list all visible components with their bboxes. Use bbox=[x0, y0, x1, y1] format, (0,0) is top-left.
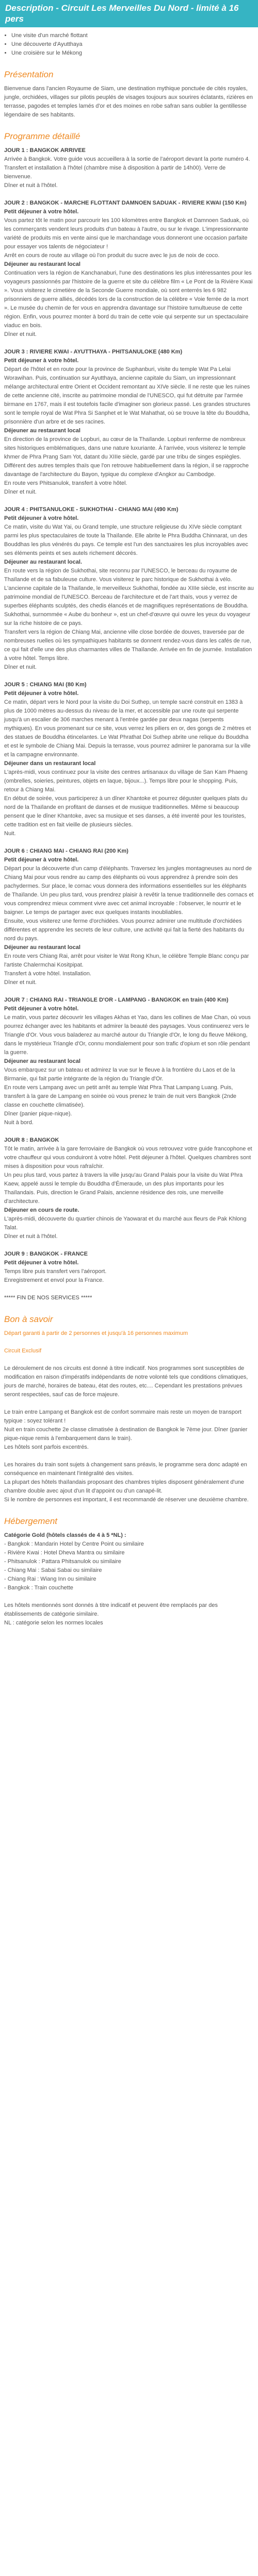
highlight-item: • Une croisière sur le Mékong bbox=[11, 49, 254, 58]
day-paragraph: Transfert à votre hôtel. Installation. bbox=[4, 971, 91, 977]
day-paragraph: Dîner et nuit. bbox=[4, 489, 37, 495]
day-paragraph: Dîner et nuit. bbox=[4, 979, 37, 986]
presentation-heading: Présentation bbox=[4, 70, 54, 79]
meal-line: Petit déjeuner à votre hôtel. bbox=[4, 857, 79, 863]
meal-line: Petit déjeuner à votre hôtel. bbox=[4, 515, 79, 521]
meal-line: Petit déjeuner à votre hôtel. bbox=[4, 209, 79, 215]
day-title: JOUR 7 : CHIANG RAI - TRIANGLE D'OR - LAMPANG - BANGKOK en train (400 Km) bbox=[4, 997, 229, 1003]
day-section bbox=[4, 996, 254, 1127]
day-section bbox=[4, 1250, 254, 1285]
day-paragraph: Départ de l'hôtel et en route pour la province de Suphanburi, visite du temple Wat Pa Lelai Worawihan. Puis, continuation sur Ayutthaya, ancienne capitale du Siam, un impressionnant mélange architectural entre Orient et Occident remontant au XIVe siècle. Il ne reste que les ruines de cette ancienne cité, inscrite au patrimoine mondial de l'UNESCO, qui fut détruite par l'armée birmane en 1767, mais il est toutefois facile d'imaginer son glorieux passé. Les grandes structures sont le temple royal de Wat Phra Si Sanphet et le Wat Mahathat, où se trouve la tête du Bouddha, prisonnière d'un arbre et de ses racines. bbox=[4, 366, 251, 425]
day-section bbox=[4, 1136, 254, 1241]
meal-line: Petit déjeuner à votre hôtel. bbox=[4, 1006, 79, 1012]
day-paragraph: Dîner et nuit. bbox=[4, 664, 37, 670]
day-paragraph: Nuit à bord. bbox=[4, 1120, 34, 1126]
hotel-item: - Rivière Kwai : Hotel Dheva Mantra ou similaire bbox=[4, 1550, 125, 1556]
day-title: JOUR 6 : CHIANG MAI - CHIANG RAI (200 Km) bbox=[4, 848, 128, 854]
presentation-text: Bienvenue dans l'ancien Royaume de Siam, une destination mythique ponctuée de cités royales, jungle, orchidées, villages sur pilotis peuplés de visages toujours aux sourires éclatants, rizières en terrasse, pagodes et temples lamés d'or et des moines en robe safran sans oublier la gentillesse légendaire de ses habitants. bbox=[4, 86, 253, 118]
day-paragraph: Enregistrement et envol pour la France. bbox=[4, 1277, 104, 1283]
hotel-note: NL : catégorie selon les normes locales bbox=[4, 1620, 103, 1626]
day-paragraph: En route vers Lampang avec un petit arrêt au temple Wat Phra That Lampang Luang. Puis, transfert à la gare de Lampang en soirée où vous prenez le train de nuit vers Bangkok (2nde classe en couchette climatisée). bbox=[4, 1084, 237, 1108]
day-paragraph: En route vers Chiang Rai, arrêt pour visiter le Wat Rong Khun, le célèbre Temple Blanc conçu par l'artiste Chalermchai Kositpipat. bbox=[4, 953, 249, 968]
day-title: JOUR 9 : BANGKOK - FRANCE bbox=[4, 1251, 88, 1257]
day-title: JOUR 3 : RIVIERE KWAI - AYUTTHAYA - PHITSANULOKE (480 Km) bbox=[4, 349, 183, 355]
departure-guarantee: Départ garanti à partir de 2 personnes et jusqu'à 16 personnes maximum bbox=[4, 1330, 188, 1336]
meal-line: Déjeuner au restaurant local. bbox=[4, 559, 82, 565]
end-of-services: ***** FIN DE NOS SERVICES ***** bbox=[4, 1295, 92, 1301]
programme-days bbox=[4, 146, 254, 1285]
meal-line: Déjeuner au restaurant local bbox=[4, 944, 80, 951]
bon-a-savoir-text bbox=[4, 1364, 254, 1504]
day-paragraph: Ce matin, départ vers le Nord pour la visite du Doi Suthep, un temple sacré construit en 1383 à plus de 1000 mètres au-dessus du niveau de la mer, et accessible par une route qui serpente jusqu'à un escalier de 306 marches menant à l'entrée gardée par deux nagas (serpents mythiques). En vous promenant sur ce site, vous verrez les piliers en or, des gongs de 2 mètres et des statues de Bouddha étincelantes. Le Wat Phrathat Doi Suthep abrite une relique du Bouddha et est le symbole de Chiang Mai. Depuis la terrasse, vous pourrez admirer le panorama sur la ville et la campagne environnante. bbox=[4, 699, 251, 758]
meal-line: Déjeuner au restaurant local bbox=[4, 261, 80, 267]
hebergement-heading: Hébergement bbox=[4, 1516, 58, 1526]
meal-line: Déjeuner au restaurant local bbox=[4, 1058, 80, 1064]
page-title-banner bbox=[0, 0, 258, 27]
day-paragraph: En début de soirée, vous participerez à un dîner Khantoke et pourrez déguster quelques plats du nord de la Thaïlande en profitant de danses et de musique traditionnelles. Même si beaucoup pensent que le dîner Khantoke, avec sa musique et ses danses, a été inventé pour les touristes, cette tradition est en fait vieille de plusieurs siècles. bbox=[4, 795, 248, 828]
circuit-type: Circuit Exclusif bbox=[4, 1348, 42, 1354]
hotel-item: - Bangkok : Mandarin Hotel by Centre Point ou similaire bbox=[4, 1541, 144, 1547]
day-section bbox=[4, 681, 254, 838]
day-paragraph: Dîner et nuit. bbox=[4, 331, 37, 337]
day-paragraph: Dîner et nuit à l'hôtel. bbox=[4, 1233, 58, 1240]
hotel-item: - Phitsanulok : Pattara Phitsanulok ou similaire bbox=[4, 1558, 121, 1565]
programme-heading: Programme détaillé bbox=[4, 131, 80, 141]
day-paragraph: Un peu plus tard, vous partez à travers la ville jusqu'au Grand Palais pour la visite du Wat Phra Kaew, appelé aussi le temple du Bouddha d'Émeraude, un des plus importants pour les Thaïlandais. Puis, direction le Grand Palais, ancienne résidence des rois, une merveille d'architecture. bbox=[4, 1172, 243, 1205]
day-section bbox=[4, 348, 254, 497]
day-paragraph: Arrêt en cours de route au village où l'on produit du sucre avec le jus de noix de coco. bbox=[4, 252, 220, 259]
hotel-notes bbox=[4, 1601, 254, 1628]
info-paragraph: Les horaires du train sont sujets à changement sans préavis, le programme sera donc adapté en conséquence en maintenant l'intégralité des visites. La plupart des hôtels thaïlandais proposant des chambres triples disposent généralement d'une chambre double avec ajout d'un lit d'appoint ou d'un canapé-lit. Si le nombre de personnes est important, il est recommandé de réserver une deuxième chambre. bbox=[4, 1462, 249, 1503]
hotel-note: Les hôtels mentionnés sont donnés à titre indicatif et peuvent être remplacés par des établissements de catégorie similaire. bbox=[4, 1602, 218, 1617]
day-title: JOUR 5 : CHIANG MAI (80 Km) bbox=[4, 682, 87, 688]
day-paragraph: Vous partez tôt le matin pour parcourir les 100 kilomètres entre Bangkok et Damnoen Saduak, où les commerçants vendent leurs produits d'un bateau à l'autre, ou sur le rivage. L'impressionnante variété de produits mis en vente ainsi que le marchandage vous donneront une occasion parfaite pour essayer vos talents de négociateur ! bbox=[4, 217, 249, 250]
hotel-list bbox=[4, 1540, 254, 1592]
day-title: JOUR 1 : BANGKOK ARRIVEE bbox=[4, 147, 86, 154]
meal-line: Petit déjeuner à votre hôtel. bbox=[4, 690, 79, 697]
day-paragraph: Continuation vers la région de Kanchanaburi, l'une des destinations les plus intéressantes pour les voyageurs passionnés par l'histoire de la guerre et site du célèbre film « Le Pont de la Rivière Kwai ». Vous visiterez le cimetière de la Seconde Guerre mondiale, où sont enterrés les 6 982 prisonniers de guerre alliés, décédés lors de la construction de la célèbre « Voie ferrée de la mort ». Le musée du chemin de fer vous en apprendra davantage sur l'histoire tumultueuse de cette région. Enfin, vous pourrez monter à bord du train de cette voie qui serpente sur un spectaculaire viaduc en bois. bbox=[4, 270, 253, 329]
day-section bbox=[4, 199, 254, 339]
day-paragraph: Temps libre puis transfert vers l'aéroport. bbox=[4, 1268, 107, 1275]
meal-line: Petit déjeuner à votre hôtel. bbox=[4, 358, 79, 364]
highlight-item: • Une découverte d'Ayutthaya bbox=[11, 40, 254, 49]
day-paragraph: Le matin, vous partez découvrir les villages Akhas et Yao, dans les collines de Mae Chan, où vous pourrez échanger avec les habitants et admirer la beauté des paysages. Vous continuerez vers le Triangle d'Or. Vous vous baladerez au marché autour du Triangle d'Or, le long du fleuve Mékong, dans le mystérieux Triangle d'Or, connu mondialement pour son trafic d'opium et son rôle pendant la guerre. bbox=[4, 1014, 251, 1056]
meal-line: Déjeuner au restaurant local bbox=[4, 428, 80, 434]
day-paragraph: En route vers Phitsanulok, transfert à votre hôtel. bbox=[4, 480, 127, 486]
hotel-item: - Bangkok : Train couchette bbox=[4, 1585, 73, 1591]
day-paragraph: Arrivée à Bangkok. Votre guide vous accueillera à la sortie de l'aéroport devant la porte numéro 4. Transfert et installation à l'hôtel (chambre mise à disposition à partir de 14h00). Verre de bienvenue. bbox=[4, 156, 250, 180]
bon-a-savoir-heading: Bon à savoir bbox=[4, 1314, 53, 1324]
info-paragraph: Le déroulement de nos circuits est donné à titre indicatif. Nos programmes sont susceptibles de modification en raison d'impératifs indépendants de notre volonté tels que conditions climatiques, jours de marché, horaires de bateau, état des routes, etc.... Cependant les prestations prévues seront respectées, sauf cas de force majeure. bbox=[4, 1365, 248, 1398]
day-paragraph: Transfert vers la région de Chiang Mai, ancienne ville close bordée de douves, traversée par de nombreuses ruelles où les sympathiques habitants se donnent rendez-vous dans les cafés de rue, ce qui fait d'elle une des plus charmantes villes de Thaïlande. Arrivée en fin de journée. Installation à votre hôtel. Temps libre. bbox=[4, 629, 252, 662]
hotel-category: Catégorie Gold (hôtels classés de 4 à 5 *NL) : bbox=[4, 1532, 126, 1538]
page-title: Description - Circuit Les Merveilles Du Nord - limité à 16 pers bbox=[5, 3, 239, 24]
day-paragraph: En direction de la province de Lopburi, au cœur de la Thaïlande. Lopburi renferme de nombreux sites historiques emblématiques, dans une nature luxuriante. À l'arrivée, vous visiterez le temple khmer de Phra Prang Sam Yot, datant du XIIIe siècle, gardé par une tribu de singes espiègles. Différent des autres temples thaïs que l'on retrouve habituellement dans la région, il se rapproche davantage de l'architecture du Bayon, typique du complexe d'Angkor au Cambodge. bbox=[4, 436, 249, 478]
day-paragraph: Dîner (panier pique-nique). bbox=[4, 1111, 72, 1117]
day-paragraph: Départ pour la découverte d'un camp d'éléphants. Traversez les jungles montagneuses au nord de Chiang Mai pour vous rendre au camp des éléphants où vous apprendrez à prendre soin des pachydermes. Sur place, le cornac vous donnera des informations essentielles sur les éléphants de Thaïlande. Un peu plus tard, vous prendrez plaisir à revêtir la tenue traditionnelle des cornacs et vous comprendrez mieux comment vivre avec cet animal incroyable : l'observer, le nourrir et le baigner. Le temps de partager avec eux quelques instants inoubliables. bbox=[4, 866, 254, 916]
day-title: JOUR 2 : BANGKOK - MARCHE FLOTTANT DAMNOEN SADUAK - RIVIERE KWAI (150 Km) bbox=[4, 200, 247, 206]
day-section bbox=[4, 146, 254, 190]
day-paragraph: Ensuite, vous visiterez une ferme d'orchidées. Vous pourrez admirer une multitude d'orchidées différentes et apprendre les secrets de leur culture, une activité qui fait la fierté des habitants du nord du pays. bbox=[4, 918, 245, 942]
day-section bbox=[4, 505, 254, 672]
day-section bbox=[4, 847, 254, 987]
meal-line: Petit déjeuner à votre hôtel. bbox=[4, 1260, 79, 1266]
day-title: JOUR 8 : BANGKOK bbox=[4, 1137, 59, 1143]
day-paragraph: Ce matin, visite du Wat Yai, ou Grand temple, une structure religieuse du XIVe siècle comptant parmi les plus spectaculaires de toute la Thaïlande. Elle abrite le Phra Buddha Chinnarat, un des Bouddhas les plus vénérés du pays. Ce temple est l'un des sanctuaires les plus incroyables avec ses éléments peints et ses autels richement décorés. bbox=[4, 524, 248, 556]
meal-line: Déjeuner dans un restaurant local bbox=[4, 760, 96, 767]
day-paragraph: Dîner et nuit à l'hôtel. bbox=[4, 182, 58, 189]
info-paragraph: Le train entre Lampang et Bangkok est de confort sommaire mais reste un moyen de transport typique : soyez tolérant ! Nuit en train couchette 2e classe climatisée à destination de Bangkok le 7ème jour. Dîner (panier pique-nique remis à l'embarquement dans le train). Les hôtels sont parfois excentrés. bbox=[4, 1409, 248, 1450]
day-title: JOUR 4 : PHITSANULOKE - SUKHOTHAI - CHIANG MAI (490 Km) bbox=[4, 506, 179, 513]
highlight-item: • Une visite d'un marché flottant bbox=[11, 31, 254, 40]
day-paragraph: L'après-midi, vous continuez pour la visite des centres artisanaux du village de San Kam Phaeng (ombrelles, soieries, peintures, objets en laque, bijoux...). Temps libre pour le shopping. Puis, retour à Chiang Mai. bbox=[4, 769, 248, 793]
highlights-list bbox=[4, 31, 254, 58]
day-paragraph: En route vers la région de Sukhothai, site reconnu par l'UNESCO, le berceau du royaume de Thaïlande et de sa fabuleuse culture. Vous visiterez le parc historique de Sukhothai à vélo. L'ancienne capitale de la Thaïlande, le merveilleux Sukhothai, fondée au XIIIe siècle, est inscrite au patrimoine mondial de l'UNESCO. Berceau de l'architecture et de l'art thaïs, vous y verrez de superbes éléphants sculptés, des chedis élancés et de magnifiques représentations de Bouddha. Sukhothai, surnommée « Aube du bonheur », est un chef-d'œuvre qui ouvre les yeux du voyageur sur la riche histoire de ce pays. bbox=[4, 568, 254, 626]
day-paragraph: L'après-midi, découverte du quartier chinois de Yaowarat et du marché aux fleurs de Pak Khlong Talat. bbox=[4, 1216, 247, 1231]
day-paragraph: Tôt le matin, arrivée à la gare ferroviaire de Bangkok où vous retrouvez votre guide francophone et votre chauffeur qui vous conduiront à votre hôtel. Petit déjeuner à l'hôtel. Quelques chambres sont mises à disposition pour vous rafraîchir. bbox=[4, 1146, 252, 1170]
day-paragraph: Vous embarquez sur un bateau et admirez la vue sur le fleuve à la frontière du Laos et de la Birmanie, qui fait partie intégrante de la région du Triangle d'Or. bbox=[4, 1067, 235, 1082]
hotel-item: - Chiang Rai : Wiang Inn ou similaire bbox=[4, 1576, 96, 1582]
day-paragraph: Nuit. bbox=[4, 831, 16, 837]
meal-line: Déjeuner en cours de route. bbox=[4, 1207, 79, 1213]
hotel-item: - Chiang Mai : Sabai Sabai ou similaire bbox=[4, 1567, 102, 1573]
